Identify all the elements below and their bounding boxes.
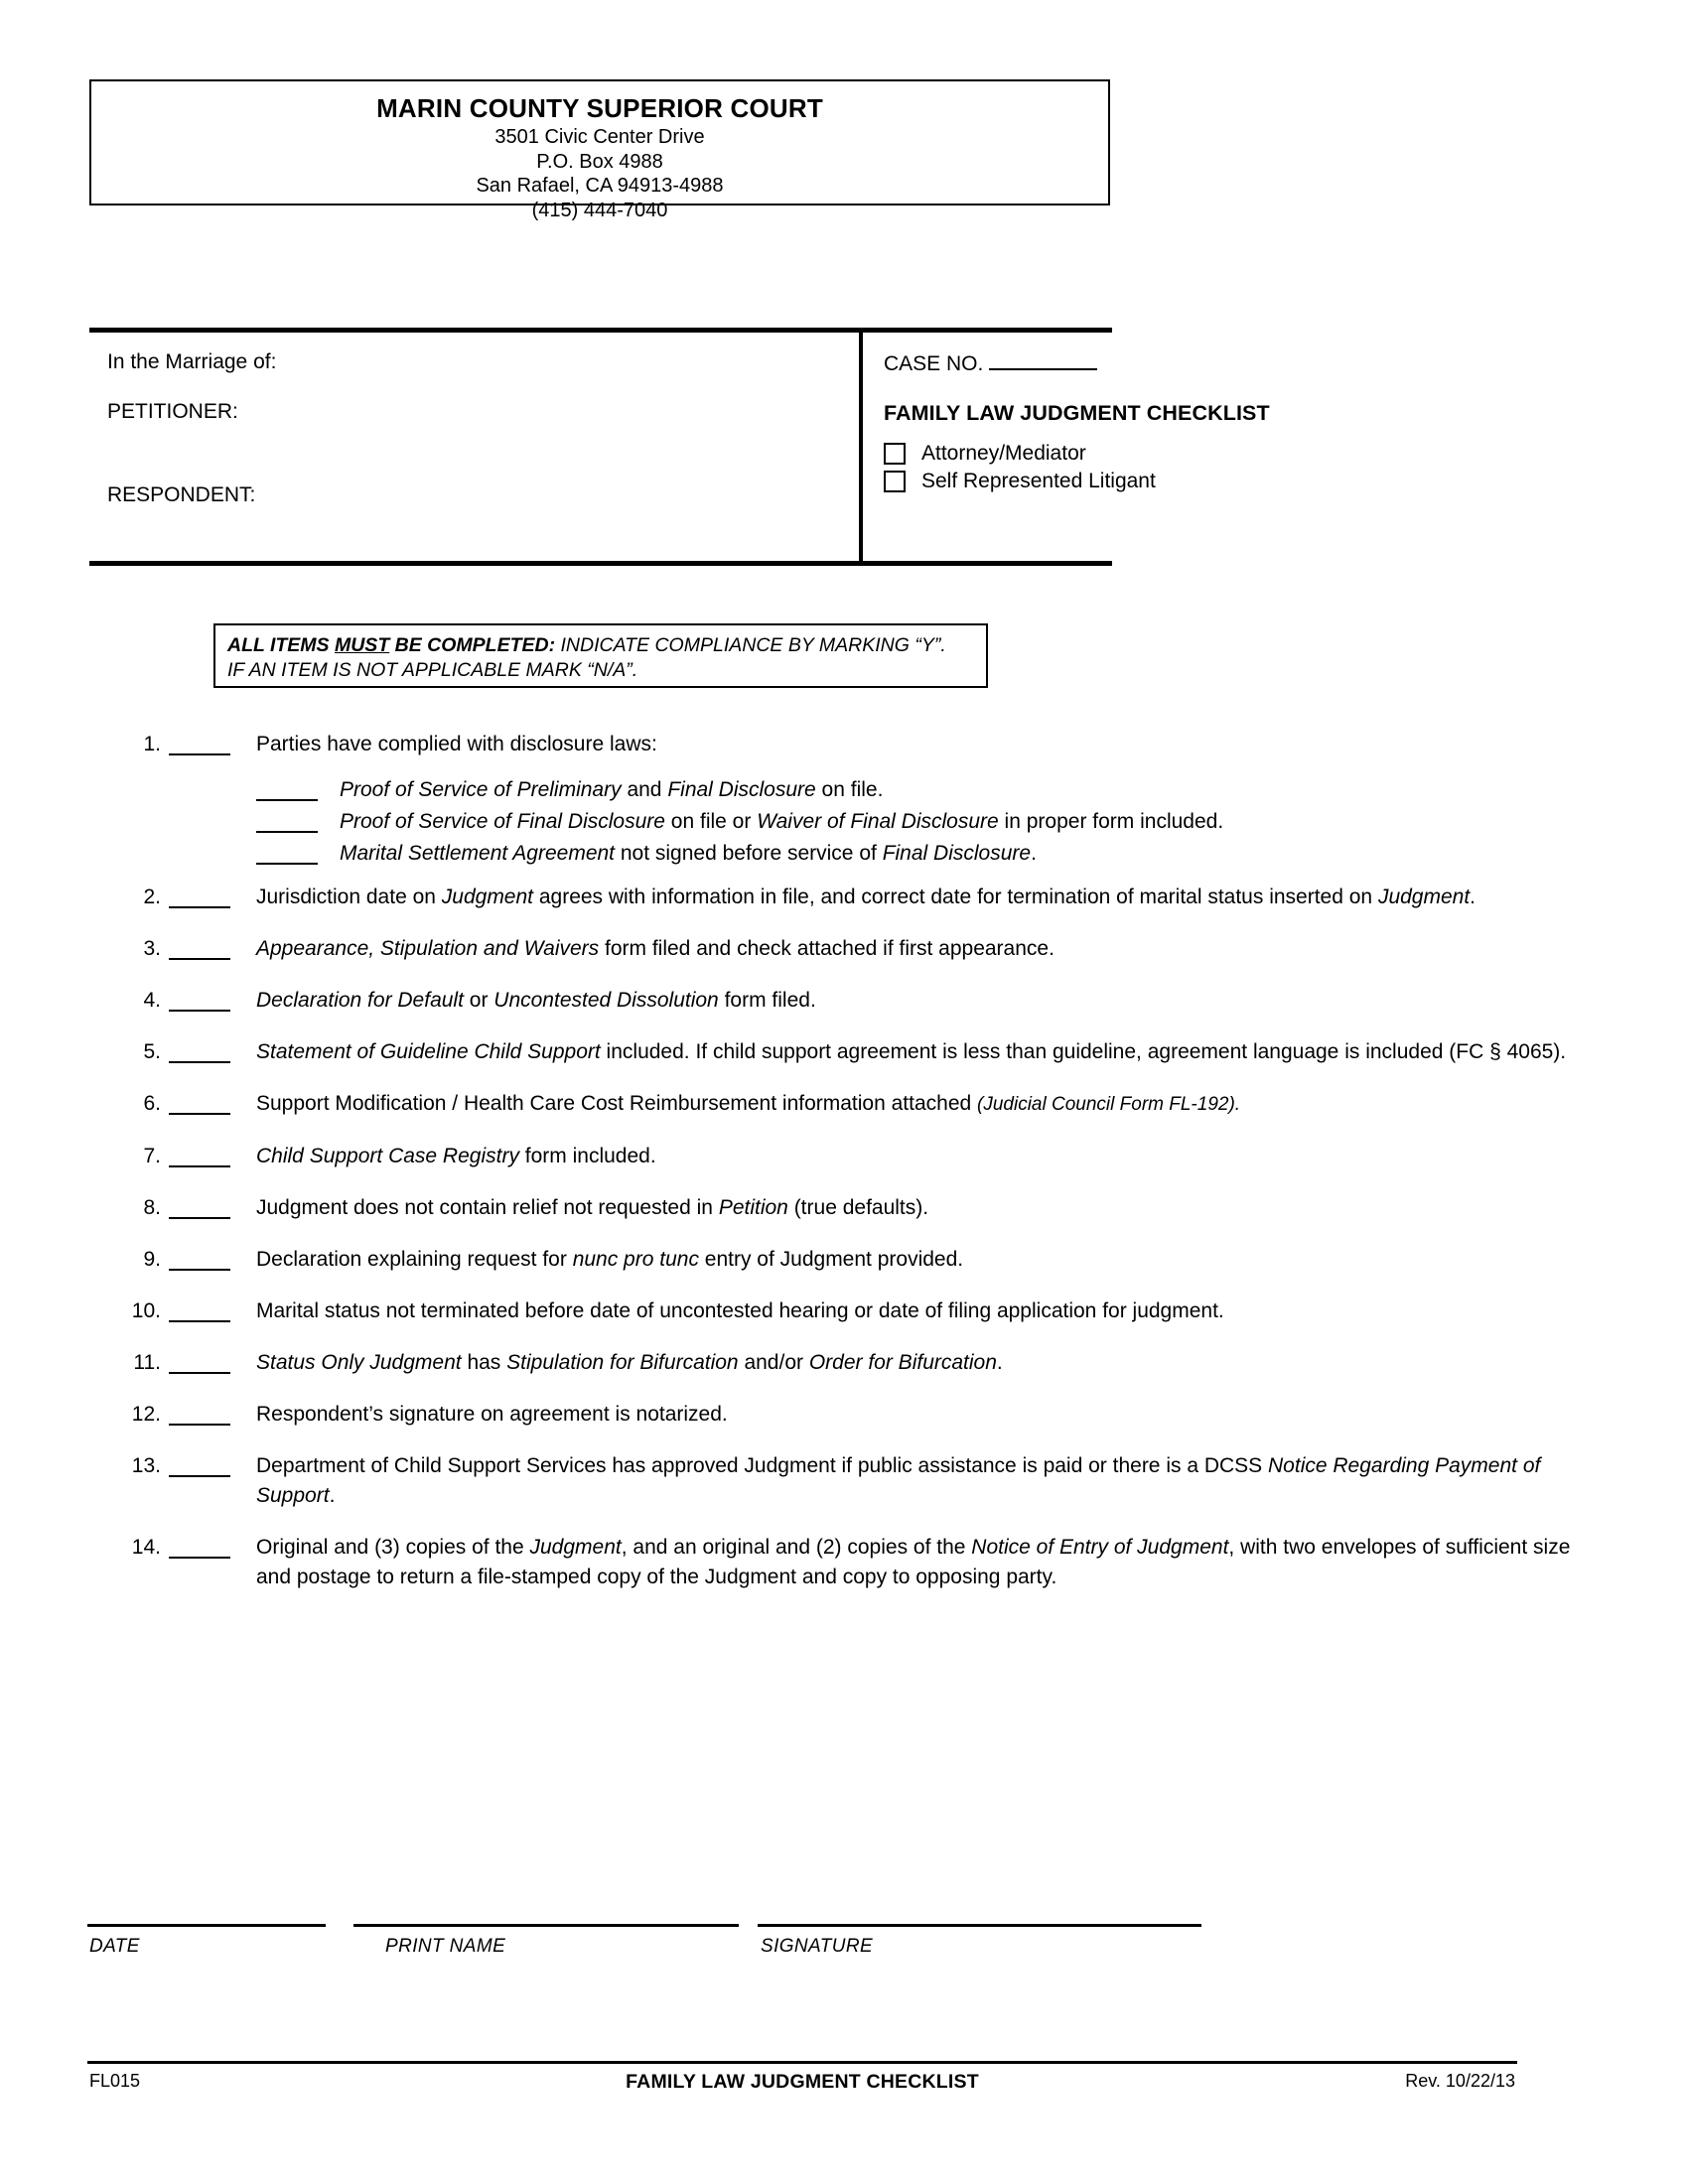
checklist-item [89, 883, 1609, 912]
caption-block [89, 328, 1270, 566]
item-text-fragment: Statement of Guideline Child Support [256, 1040, 601, 1063]
footer [87, 2071, 1517, 2101]
item-text-fragment: Support Modification / Health Care Cost Reimbursement information attached [256, 1092, 978, 1115]
item-text-fragment: Appearance, Stipulation and Waivers [256, 937, 600, 960]
item-text-fragment: Respondent’s signature on agreement is notarized. [256, 1403, 728, 1426]
item-text-fragment: Uncontested Dissolution [493, 989, 719, 1012]
item-text-fragment: on file. [815, 778, 884, 801]
item-number: 13. [131, 1454, 161, 1477]
item-text-fragment: entry of Judgment provided. [698, 1248, 964, 1271]
checklist-item [89, 1245, 1609, 1275]
checklist [89, 730, 1609, 1614]
item-number: 3. [143, 937, 161, 960]
instruction-must: MUST [334, 634, 390, 656]
item-number: 12. [131, 1403, 161, 1426]
item-text-fragment: Judgment [529, 1536, 622, 1559]
item-text-fragment: form included. [518, 1145, 656, 1167]
item-text [256, 1348, 1609, 1378]
subitem-text [340, 775, 1609, 805]
checklist-item [89, 1142, 1609, 1171]
item-text-fragment: Status Only Judgment [256, 1351, 462, 1374]
item-text-fragment: in proper form included. [998, 810, 1224, 833]
sublist-spacer [89, 871, 1609, 883]
item-text-fragment: form filed and check attached if first appearance. [599, 937, 1055, 960]
caption-bottom-rule [89, 561, 1112, 566]
footer-title: FAMILY LAW JUDGMENT CHECKLIST [626, 2071, 979, 2093]
item-text [256, 1142, 1609, 1171]
court-address-line-3: San Rafael, CA 94913-4988 [476, 175, 724, 197]
instruction-box [213, 623, 988, 688]
item-number: 10. [131, 1299, 161, 1322]
item-text [256, 1297, 1609, 1326]
checklist-sublist [89, 775, 1609, 869]
attorney-mediator-option[interactable] [884, 442, 1097, 466]
item-text-fragment: Parties have complied with disclosure laws: [256, 733, 657, 755]
print-name-label: PRINT NAME [385, 1936, 506, 1957]
item-text-fragment: . [329, 1484, 336, 1507]
instruction-line-1 [227, 633, 986, 658]
item-text-fragment: has [461, 1351, 507, 1374]
item-text-fragment: included. If child support agreement is less than guideline, agreement language is included (FC § 4065). [600, 1040, 1567, 1063]
checklist-subitem [89, 807, 1609, 837]
item-number: 4. [143, 989, 161, 1012]
item-text-fragment: Judgment [1377, 886, 1471, 908]
checklist-subitem [89, 839, 1609, 869]
footer-revision: Rev. 10/22/13 [1405, 2071, 1515, 2091]
item-text-fragment: Declaration for Default [256, 989, 464, 1012]
checklist-item [89, 1089, 1609, 1120]
item-number: 2. [143, 886, 161, 908]
signature-input[interactable] [758, 1924, 1201, 1927]
item-text-fragment: Department of Child Support Services has approved Judgment if public assistance is paid or there is a DCSS [256, 1454, 1269, 1477]
item-text-fragment: , and an original and (2) copies of the [621, 1536, 972, 1559]
item-text-fragment: , with two envelopes of sufficient size and postage to return a file-stamped copy of the Judgment and copy to opposing party. [256, 1536, 1571, 1588]
item-text-fragment: and [621, 778, 668, 801]
print-name-input[interactable] [353, 1924, 739, 1927]
item-text-fragment: Child Support Case Registry [256, 1145, 519, 1167]
item-number: 1. [143, 733, 161, 755]
item-text-fragment: Final Disclosure [882, 842, 1032, 865]
item-text [256, 1245, 1609, 1275]
attorney-mediator-label: Attorney/Mediator [921, 442, 1086, 465]
item-number: 6. [143, 1092, 161, 1115]
item-text-fragment: Final Disclosure [667, 778, 816, 801]
subitem-text [340, 807, 1609, 837]
court-address-line-1: 3501 Civic Center Drive [494, 126, 705, 148]
item-text-fragment: Notice of Entry of Judgment [971, 1536, 1229, 1559]
item-text-fragment: . [1031, 842, 1037, 865]
item-text-fragment: Judgment [441, 886, 534, 908]
signature-area [87, 1924, 1517, 1966]
court-header-box [89, 79, 1110, 221]
date-label: DATE [89, 1936, 140, 1957]
item-number: 9. [143, 1248, 161, 1271]
signature-label: SIGNATURE [761, 1936, 874, 1957]
checklist-item [89, 1400, 1609, 1430]
item-text [256, 1089, 1609, 1120]
checklist-item [89, 1533, 1609, 1592]
self-represented-label: Self Represented Litigant [921, 470, 1156, 492]
court-address-line-2: P.O. Box 4988 [536, 150, 663, 173]
item-text-fragment: Marital status not terminated before date of uncontested hearing or date of filing application for judgment. [256, 1299, 1224, 1322]
case-number-label: CASE NO. [884, 352, 984, 375]
in-the-marriage-of-label: In the Marriage of: [107, 350, 277, 373]
subitem-text [340, 839, 1609, 869]
instruction-line-2: IF AN ITEM IS NOT APPLICABLE MARK “N/A”. [227, 659, 638, 681]
checklist-item [89, 1037, 1609, 1067]
item-number: 8. [143, 1196, 161, 1219]
caption-case-info [884, 349, 1270, 497]
signature-labels [87, 1936, 1517, 1966]
footer-form-code: FL015 [89, 2071, 141, 2091]
caption-parties [107, 349, 842, 508]
item-text-fragment: Declaration explaining request for [256, 1248, 573, 1271]
item-text-fragment: not signed before service of [615, 842, 883, 865]
item-text [256, 1037, 1609, 1067]
item-number: 11. [133, 1351, 161, 1374]
item-text-fragment: Notice Regarding Payment of Support [256, 1454, 1541, 1507]
case-number-input[interactable] [989, 349, 1097, 370]
item-number: 7. [143, 1145, 161, 1167]
court-phone: (415) 444-7040 [531, 199, 668, 221]
item-text-fragment: nunc pro tunc [572, 1248, 699, 1271]
item-text-fragment: Stipulation for Bifurcation [506, 1351, 739, 1374]
item-text-fragment: Marital Settlement Agreement [340, 842, 616, 865]
date-input[interactable] [87, 1924, 326, 1927]
item-text-fragment: Waiver of Final Disclosure [757, 810, 999, 833]
item-text-fragment: or [463, 989, 494, 1012]
self-represented-option[interactable] [884, 470, 1156, 493]
item-text-fragment: (true defaults). [787, 1196, 929, 1219]
item-text [256, 1451, 1609, 1511]
signature-rules [87, 1924, 1517, 1930]
item-text [256, 934, 1609, 964]
form-title: FAMILY LAW JUDGMENT CHECKLIST [884, 401, 1270, 425]
item-text [256, 986, 1609, 1016]
caption-top-rule [89, 328, 1112, 333]
item-text [256, 1533, 1609, 1592]
item-text-fragment: (Judicial Council Form FL-192). [977, 1094, 1241, 1115]
checklist-subitem [89, 775, 1609, 805]
item-text-fragment: on file or [664, 810, 758, 833]
checklist-item [89, 934, 1609, 964]
checkbox-attorney-mediator[interactable] [884, 443, 906, 465]
checklist-item [89, 986, 1609, 1016]
checklist-item [89, 730, 1609, 759]
item-number: 14. [131, 1536, 161, 1559]
footer-rule [87, 2061, 1517, 2064]
item-number: 5. [143, 1040, 161, 1063]
case-number-row [884, 349, 1097, 376]
item-text-fragment: Proof of Service of Preliminary [340, 778, 622, 801]
court-name: MARIN COUNTY SUPERIOR COURT [376, 93, 823, 123]
item-text [256, 1193, 1609, 1223]
instruction-all-items: ALL ITEMS [227, 634, 335, 656]
petitioner-label: PETITIONER: [107, 400, 238, 423]
item-text-fragment: Order for Bifurcation [808, 1351, 997, 1374]
checklist-item [89, 1297, 1609, 1326]
item-text [256, 730, 1609, 759]
checklist-item [89, 1451, 1609, 1511]
instruction-indicate-compliance: INDICATE COMPLIANCE BY MARKING “Y”. [555, 634, 946, 656]
item-text-fragment: form filed. [718, 989, 816, 1012]
respondent-label: RESPONDENT: [107, 483, 256, 506]
item-text-fragment: Original and (3) copies of the [256, 1536, 530, 1559]
item-text-fragment: agrees with information in file, and correct date for termination of marital status inserted on [533, 886, 1378, 908]
item-text-fragment: Petition [718, 1196, 788, 1219]
checklist-item [89, 1348, 1609, 1378]
item-text-fragment: . [1470, 886, 1477, 908]
caption-vertical-divider [859, 328, 863, 566]
checklist-item [89, 1193, 1609, 1223]
item-text [256, 883, 1609, 912]
item-text-fragment: Jurisdiction date on [256, 886, 442, 908]
checkbox-self-represented[interactable] [884, 471, 906, 492]
item-text-fragment: Proof of Service of Final Disclosure [340, 810, 665, 833]
item-text [256, 1400, 1609, 1430]
item-text-fragment: and/or [738, 1351, 809, 1374]
item-text-fragment: Judgment does not contain relief not requested in [256, 1196, 719, 1219]
instruction-be-completed: BE COMPLETED: [389, 634, 556, 656]
item-text-fragment: . [996, 1351, 1003, 1374]
